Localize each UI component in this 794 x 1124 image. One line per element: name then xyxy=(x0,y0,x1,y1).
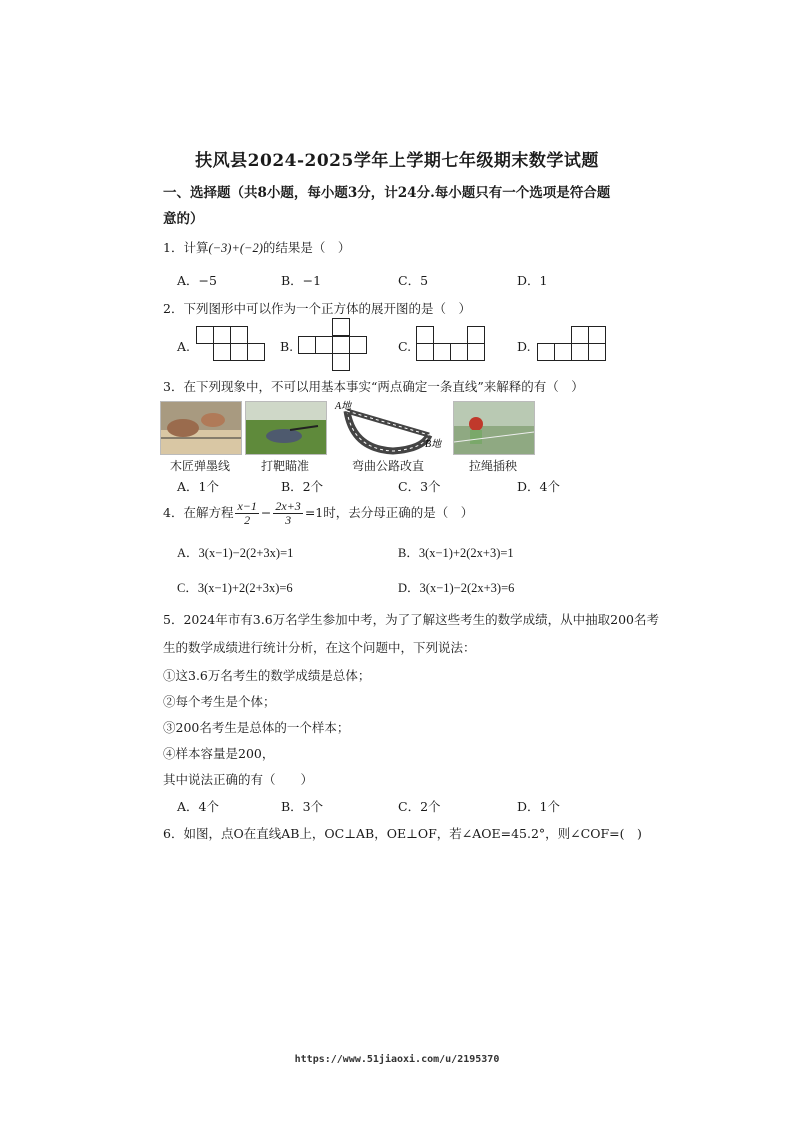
q4-option-d[interactable]: D．3(x−1)−2(2x+3)=6 xyxy=(398,581,515,595)
q5-statement-1: ①这3.6万名考生的数学成绩是总体； xyxy=(163,668,371,683)
q1-option-a[interactable]: A．−5 xyxy=(177,273,217,288)
q2-label-b[interactable]: B. xyxy=(280,339,294,354)
q4-option-c[interactable]: C．3(x−1)+2(2+3x)=6 xyxy=(177,581,293,595)
q5-option-a[interactable]: A．4个 xyxy=(177,799,219,814)
shooting-photo xyxy=(245,401,327,455)
question-4: 4．在解方程 $\frac{x-1}{2}$ − $\frac{2x+3}{3}$ =1时，去分母正确的是（ ） xyxy=(163,499,474,527)
fraction-1: $\frac{x-1}{2}$ xyxy=(237,499,257,527)
rice-planting-photo xyxy=(453,401,535,455)
q2-net-b xyxy=(298,318,370,372)
q5-statement-2: ②每个考生是个体； xyxy=(163,694,276,709)
question-1: 1．计算(−3)+(−2)的结果是（ ） xyxy=(163,240,351,255)
q5-option-d[interactable]: D．1个 xyxy=(517,799,560,814)
fraction-2: $\frac{2x+3}{3}$ xyxy=(275,499,301,527)
caption-road: 弯曲公路改直 xyxy=(351,459,424,473)
q3-option-a[interactable]: A．1个 xyxy=(177,479,219,494)
q1-option-c[interactable]: C．5 xyxy=(398,273,429,288)
q5-option-c[interactable]: C．2个 xyxy=(398,799,441,814)
question-3: 3．在下列现象中，不可以用基本事实“两点确定一条直线”来解释的有（ ） xyxy=(163,379,584,394)
q2-net-d xyxy=(537,326,609,362)
question-6: 6．如图，点O在直线AB上，OC⊥AB，OE⊥OF，若∠AOE=45.2°，则∠COF=( ) xyxy=(163,826,642,841)
q3-option-d[interactable]: D．4个 xyxy=(517,479,560,494)
q2-label-d[interactable]: D. xyxy=(517,339,531,354)
road-diagram xyxy=(333,399,443,455)
carpenter-photo xyxy=(160,401,242,455)
footer-url[interactable]: https://www.51jiaoxi.com/u/2195370 xyxy=(294,1054,500,1065)
q4-option-a[interactable]: A．3(x−1)−2(2+3x)=1 xyxy=(177,546,294,560)
q2-net-c xyxy=(416,326,488,362)
q5-ask: 其中说法正确的有（ ） xyxy=(163,772,314,787)
q3-option-c[interactable]: C．3个 xyxy=(398,479,441,494)
question-2: 2．下列图形中可以作为一个正方体的展开图的是（ ） xyxy=(163,301,471,316)
section-heading: 一、选择题（共8小题，每小题3分，计24分.每小题只有一个选项是符合题 xyxy=(163,185,611,201)
q2-label-c[interactable]: C. xyxy=(398,339,412,354)
section-heading-cont: 意的） xyxy=(163,211,204,227)
q1-expression: (−3)+(−2) xyxy=(208,241,263,255)
q1-option-b[interactable]: B．−1 xyxy=(281,273,322,288)
q5-statement-3: ③200名考生是总体的一个样本； xyxy=(163,720,350,735)
question-5-cont: 生的数学成绩进行统计分析，在这个问题中，下列说法： xyxy=(163,640,476,655)
map-label-a: A地 xyxy=(335,401,352,412)
page-title: 扶风县2024-2025学年上学期七年级期末数学试题 xyxy=(195,151,599,171)
q4-option-b[interactable]: B．3(x−1)+2(2x+3)=1 xyxy=(398,546,514,560)
q1-option-d[interactable]: D．1 xyxy=(517,273,548,288)
q5-statement-4: ④样本容量是200， xyxy=(163,746,275,761)
q5-option-b[interactable]: B．3个 xyxy=(281,799,324,814)
caption-shooting: 打靶瞄准 xyxy=(260,459,309,473)
map-label-b: B地 xyxy=(425,439,442,450)
caption-rice: 拉绳插秧 xyxy=(468,459,517,473)
caption-carpenter: 木匠弹墨线 xyxy=(169,459,230,473)
q2-label-a[interactable]: A. xyxy=(177,339,191,354)
question-5: 5．2024年市有3.6万名学生参加中考，为了了解这些考生的数学成绩，从中抽取200名考 xyxy=(163,612,660,627)
q2-net-a xyxy=(196,326,270,362)
q3-option-b[interactable]: B．2个 xyxy=(281,479,324,494)
